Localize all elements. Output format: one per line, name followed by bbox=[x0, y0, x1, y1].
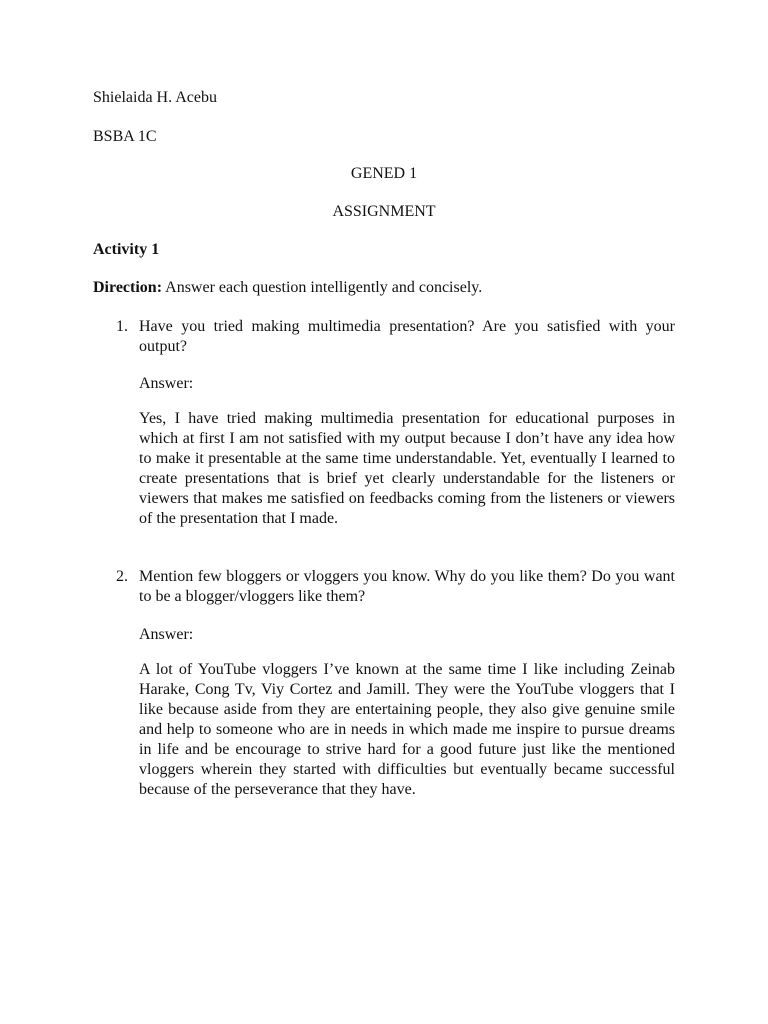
question-text: Have you tried making multimedia presentation? Are you satisfied with your output? bbox=[139, 318, 675, 355]
direction-line bbox=[93, 278, 482, 298]
course-title: GENED 1 bbox=[350, 165, 418, 182]
student-section: BSBA 1C bbox=[93, 128, 157, 145]
answer-text: Yes, I have tried making multimedia presentation for educational purposes in which at first I am not satisfied with my output because I don’t have any idea how to make it presentable at the same time understandable. Yet, eventually I learned to create presentations that is brief yet clearly understandable for the listeners or viewers that makes me satisfied on feedbacks coming from the listeners or viewers of the presentation that I made. bbox=[139, 410, 675, 527]
direction-label: Direction: bbox=[93, 279, 163, 296]
direction-text: Answer each question intelligently and concisely. bbox=[162, 279, 483, 296]
student-name: Shielaida H. Acebu bbox=[93, 89, 217, 106]
answer-label: Answer: bbox=[139, 375, 194, 392]
answer-text: A lot of YouTube vloggers I’ve known at the same time I like including Zeinab Harake, Cong Tv, Viy Cortez and Jamill. They were the YouTube vloggers that I like because aside from they are entertaining people, they also give genuine smile and help to someone who are in needs in which made me inspire to pursue dreams in life and be encourage to strive hard for a good future just like the mentioned vloggers wherein they started with difficulties but eventually became successful because of the perseverance that they have. bbox=[139, 661, 675, 798]
assignment-title: ASSIGNMENT bbox=[332, 203, 436, 220]
answer-label: Answer: bbox=[139, 626, 194, 643]
activity-heading: Activity 1 bbox=[93, 241, 160, 258]
question-number: 2. bbox=[116, 568, 128, 585]
question-number: 1. bbox=[116, 318, 128, 335]
question-text: Mention few bloggers or vloggers you know. Why do you like them? Do you want to be a blogger/vloggers like them? bbox=[139, 568, 675, 605]
